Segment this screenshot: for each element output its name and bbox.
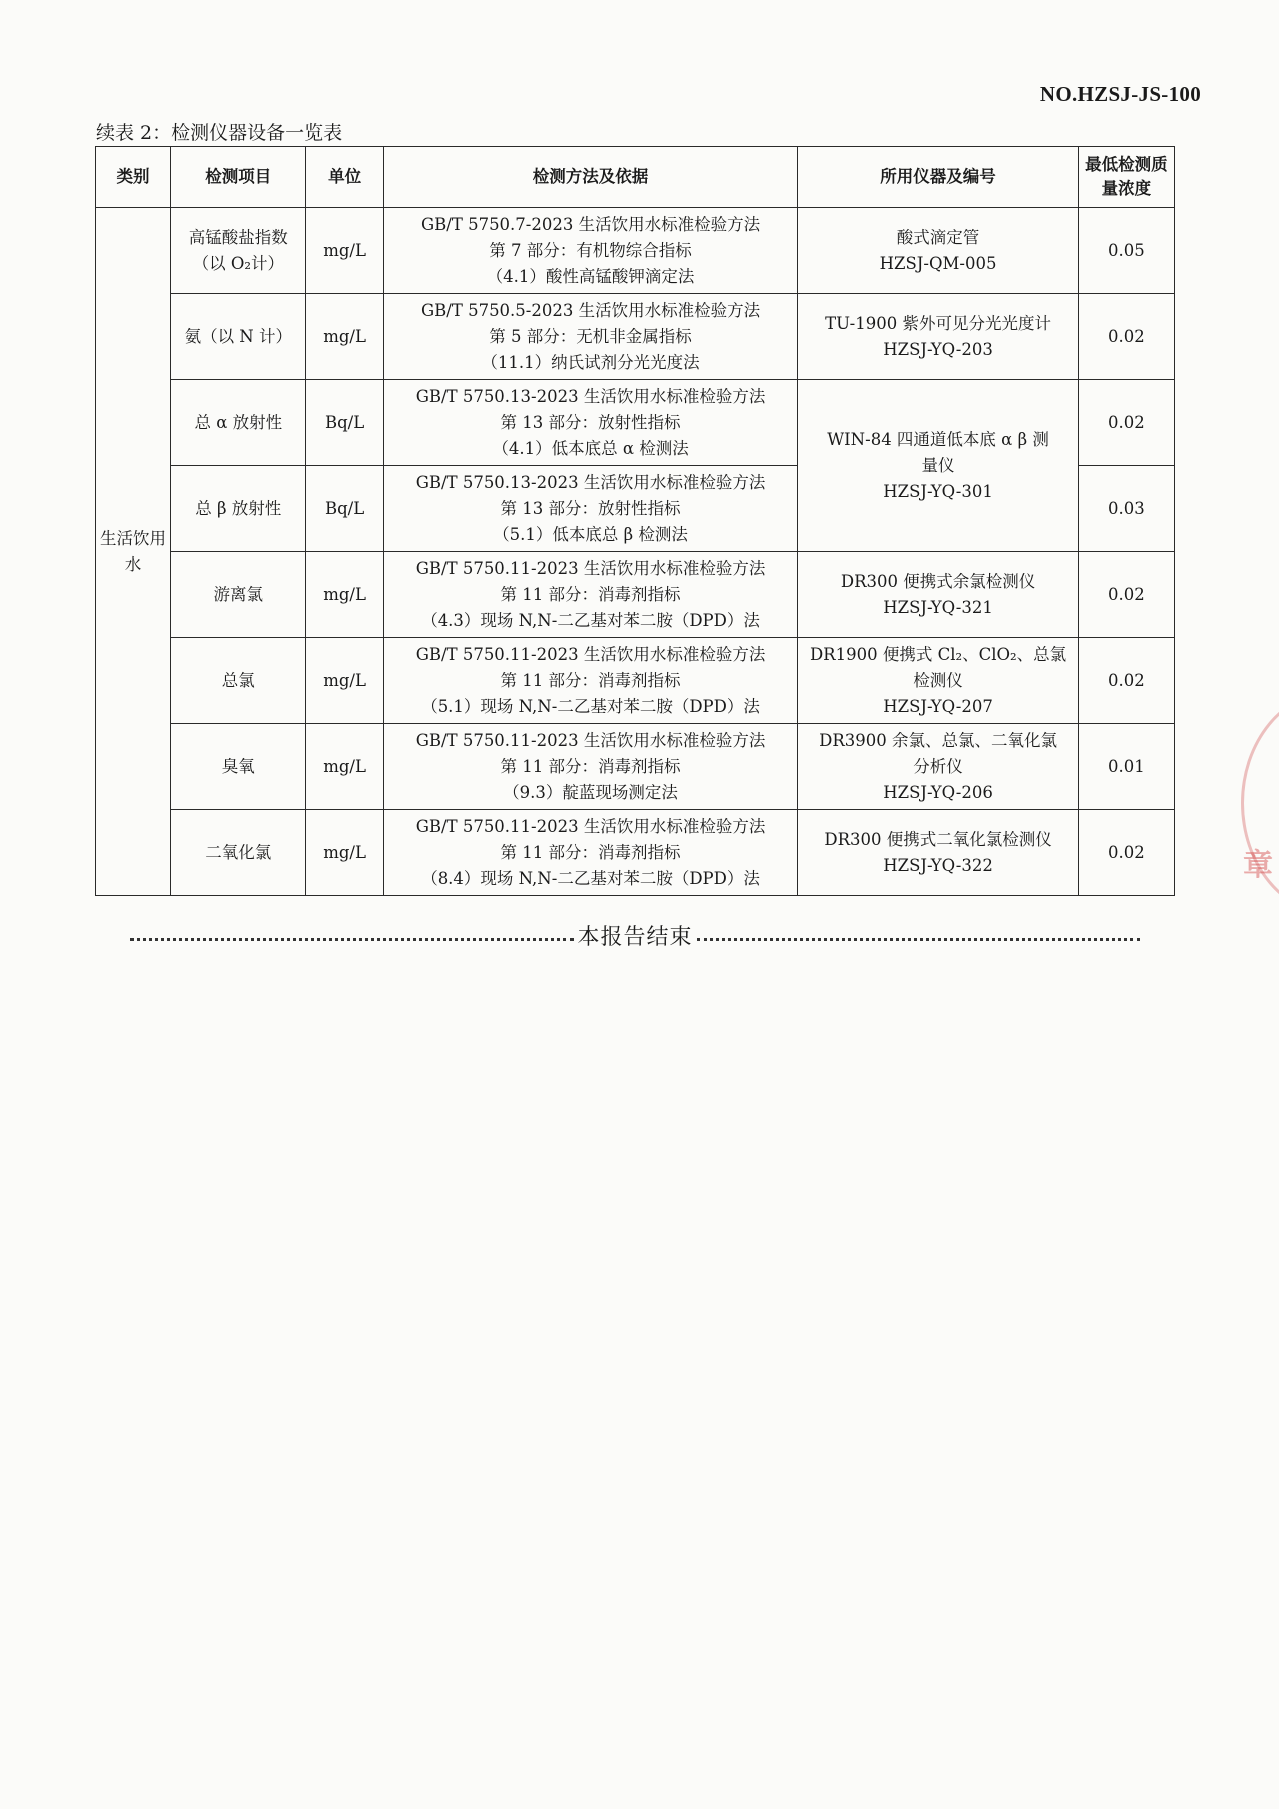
limit-cell: 0.02 <box>1078 294 1174 380</box>
dotted-leader-left <box>130 938 574 941</box>
table-header-row <box>96 147 1175 208</box>
item-cell: 氨（以 N 计） <box>171 294 306 380</box>
method-line: （4.1）低本底总 α 检测法 <box>492 438 689 458</box>
method-cell <box>383 294 798 380</box>
limit-cell: 0.05 <box>1078 208 1174 294</box>
method-line: （11.1）纳氏试剂分光光度法 <box>481 352 700 372</box>
instrument-line: HZSJ-QM-005 <box>879 253 997 273</box>
header-item: 检测项目 <box>171 147 306 208</box>
instrument-cell <box>798 810 1078 896</box>
instrument-line: HZSJ-YQ-206 <box>883 782 993 802</box>
instrument-line: 量仪 <box>921 455 955 475</box>
method-line: 第 11 部分：消毒剂指标 <box>500 670 681 690</box>
method-line: （4.3）现场 N,N-二乙基对苯二胺（DPD）法 <box>421 610 760 630</box>
method-line: GB/T 5750.13-2023 生活饮用水标准检验方法 <box>415 472 766 492</box>
instrument-line: DR300 便携式二氧化氯检测仪 <box>824 829 1052 849</box>
instrument-line: DR3900 余氯、总氯、二氧化氯 <box>819 730 1057 750</box>
instrument-table <box>95 146 1175 896</box>
instrument-line: HZSJ-YQ-203 <box>883 339 993 359</box>
method-line: （8.4）现场 N,N-二乙基对苯二胺（DPD）法 <box>421 868 760 888</box>
method-line: 第 13 部分：放射性指标 <box>500 498 681 518</box>
method-cell <box>383 466 798 552</box>
method-line: 第 11 部分：消毒剂指标 <box>500 756 681 776</box>
header-instrument: 所用仪器及编号 <box>798 147 1078 208</box>
limit-cell: 0.02 <box>1078 552 1174 638</box>
limit-cell: 0.01 <box>1078 724 1174 810</box>
method-line: GB/T 5750.11-2023 生活饮用水标准检验方法 <box>415 816 766 836</box>
instrument-line: DR300 便携式余氯检测仪 <box>840 571 1036 591</box>
method-line: 第 13 部分：放射性指标 <box>500 412 681 432</box>
header-method: 检测方法及依据 <box>383 147 798 208</box>
item-cell: 二氧化氯 <box>171 810 306 896</box>
header-limit: 最低检测质量浓度 <box>1078 147 1174 208</box>
item-cell: 总 α 放射性 <box>171 380 306 466</box>
instrument-line: DR1900 便携式 Cl₂、ClO₂、总氯 <box>809 644 1067 664</box>
unit-cell: mg/L <box>306 724 383 810</box>
instrument-cell <box>798 380 1078 552</box>
method-line: （9.3）靛蓝现场测定法 <box>503 782 678 802</box>
instrument-line: WIN-84 四通道低本底 α β 测 <box>827 429 1049 449</box>
method-line: （5.1）低本底总 β 检测法 <box>493 524 688 544</box>
table-row <box>96 724 1175 810</box>
unit-cell: mg/L <box>306 810 383 896</box>
method-line: GB/T 5750.11-2023 生活饮用水标准检验方法 <box>415 558 766 578</box>
method-cell <box>383 810 798 896</box>
method-cell <box>383 380 798 466</box>
header-unit: 单位 <box>306 147 383 208</box>
instrument-cell <box>798 638 1078 724</box>
table-row <box>96 638 1175 724</box>
official-seal-stamp <box>1233 690 1279 930</box>
instrument-cell <box>798 552 1078 638</box>
unit-cell: Bq/L <box>306 380 383 466</box>
item-cell: 总氯 <box>171 638 306 724</box>
instrument-line: HZSJ-YQ-321 <box>883 597 993 617</box>
instrument-line: TU-1900 紫外可见分光光度计 <box>825 313 1051 333</box>
method-line: （4.1）酸性高锰酸钾滴定法 <box>486 266 695 286</box>
method-line: 第 11 部分：消毒剂指标 <box>500 584 681 604</box>
limit-cell: 0.03 <box>1078 466 1174 552</box>
table-row <box>96 552 1175 638</box>
instrument-cell <box>798 724 1078 810</box>
item-cell: 总 β 放射性 <box>171 466 306 552</box>
category-cell: 生活饮用水 <box>96 208 171 896</box>
method-line: GB/T 5750.5-2023 生活饮用水标准检验方法 <box>420 300 761 320</box>
method-line: 第 7 部分：有机物综合指标 <box>489 240 692 260</box>
report-end-text: 本报告结束 <box>577 925 693 950</box>
instrument-line: 酸式滴定管 <box>896 227 980 247</box>
method-line: GB/T 5750.13-2023 生活饮用水标准检验方法 <box>415 386 766 406</box>
unit-cell: Bq/L <box>306 466 383 552</box>
table-row <box>96 208 1175 294</box>
unit-cell: mg/L <box>306 208 383 294</box>
seal-character: 章 <box>1243 848 1273 883</box>
instrument-cell <box>798 208 1078 294</box>
method-line: 第 5 部分：无机非金属指标 <box>489 326 692 346</box>
method-cell <box>383 552 798 638</box>
instrument-cell <box>798 294 1078 380</box>
method-line: （5.1）现场 N,N-二乙基对苯二胺（DPD）法 <box>421 696 760 716</box>
method-line: GB/T 5750.11-2023 生活饮用水标准检验方法 <box>415 644 766 664</box>
table-row <box>96 380 1175 466</box>
document-number: NO.HZSJ-JS-100 <box>1039 82 1201 106</box>
instrument-line: 分析仪 <box>913 756 963 776</box>
item-cell: 高锰酸盐指数（以 O₂计） <box>171 208 306 294</box>
unit-cell: mg/L <box>306 638 383 724</box>
instrument-line: HZSJ-YQ-322 <box>883 855 993 875</box>
method-line: GB/T 5750.7-2023 生活饮用水标准检验方法 <box>420 214 761 234</box>
method-cell <box>383 638 798 724</box>
table-row <box>96 810 1175 896</box>
method-cell <box>383 724 798 810</box>
method-cell <box>383 208 798 294</box>
table-body <box>96 208 1175 896</box>
instrument-line: HZSJ-YQ-207 <box>883 696 993 716</box>
limit-cell: 0.02 <box>1078 810 1174 896</box>
instrument-line: 检测仪 <box>913 670 963 690</box>
header-category: 类别 <box>96 147 171 208</box>
instrument-line: HZSJ-YQ-301 <box>883 481 993 501</box>
method-line: GB/T 5750.11-2023 生活饮用水标准检验方法 <box>415 730 766 750</box>
unit-cell: mg/L <box>306 294 383 380</box>
limit-cell: 0.02 <box>1078 638 1174 724</box>
dotted-leader-right <box>697 938 1141 941</box>
report-end-line <box>130 920 1140 951</box>
table-row <box>96 294 1175 380</box>
table-caption: 续表 2：检测仪器设备一览表 <box>96 122 343 144</box>
limit-cell: 0.02 <box>1078 380 1174 466</box>
item-cell: 臭氧 <box>171 724 306 810</box>
method-line: 第 11 部分：消毒剂指标 <box>500 842 681 862</box>
unit-cell: mg/L <box>306 552 383 638</box>
item-cell: 游离氯 <box>171 552 306 638</box>
